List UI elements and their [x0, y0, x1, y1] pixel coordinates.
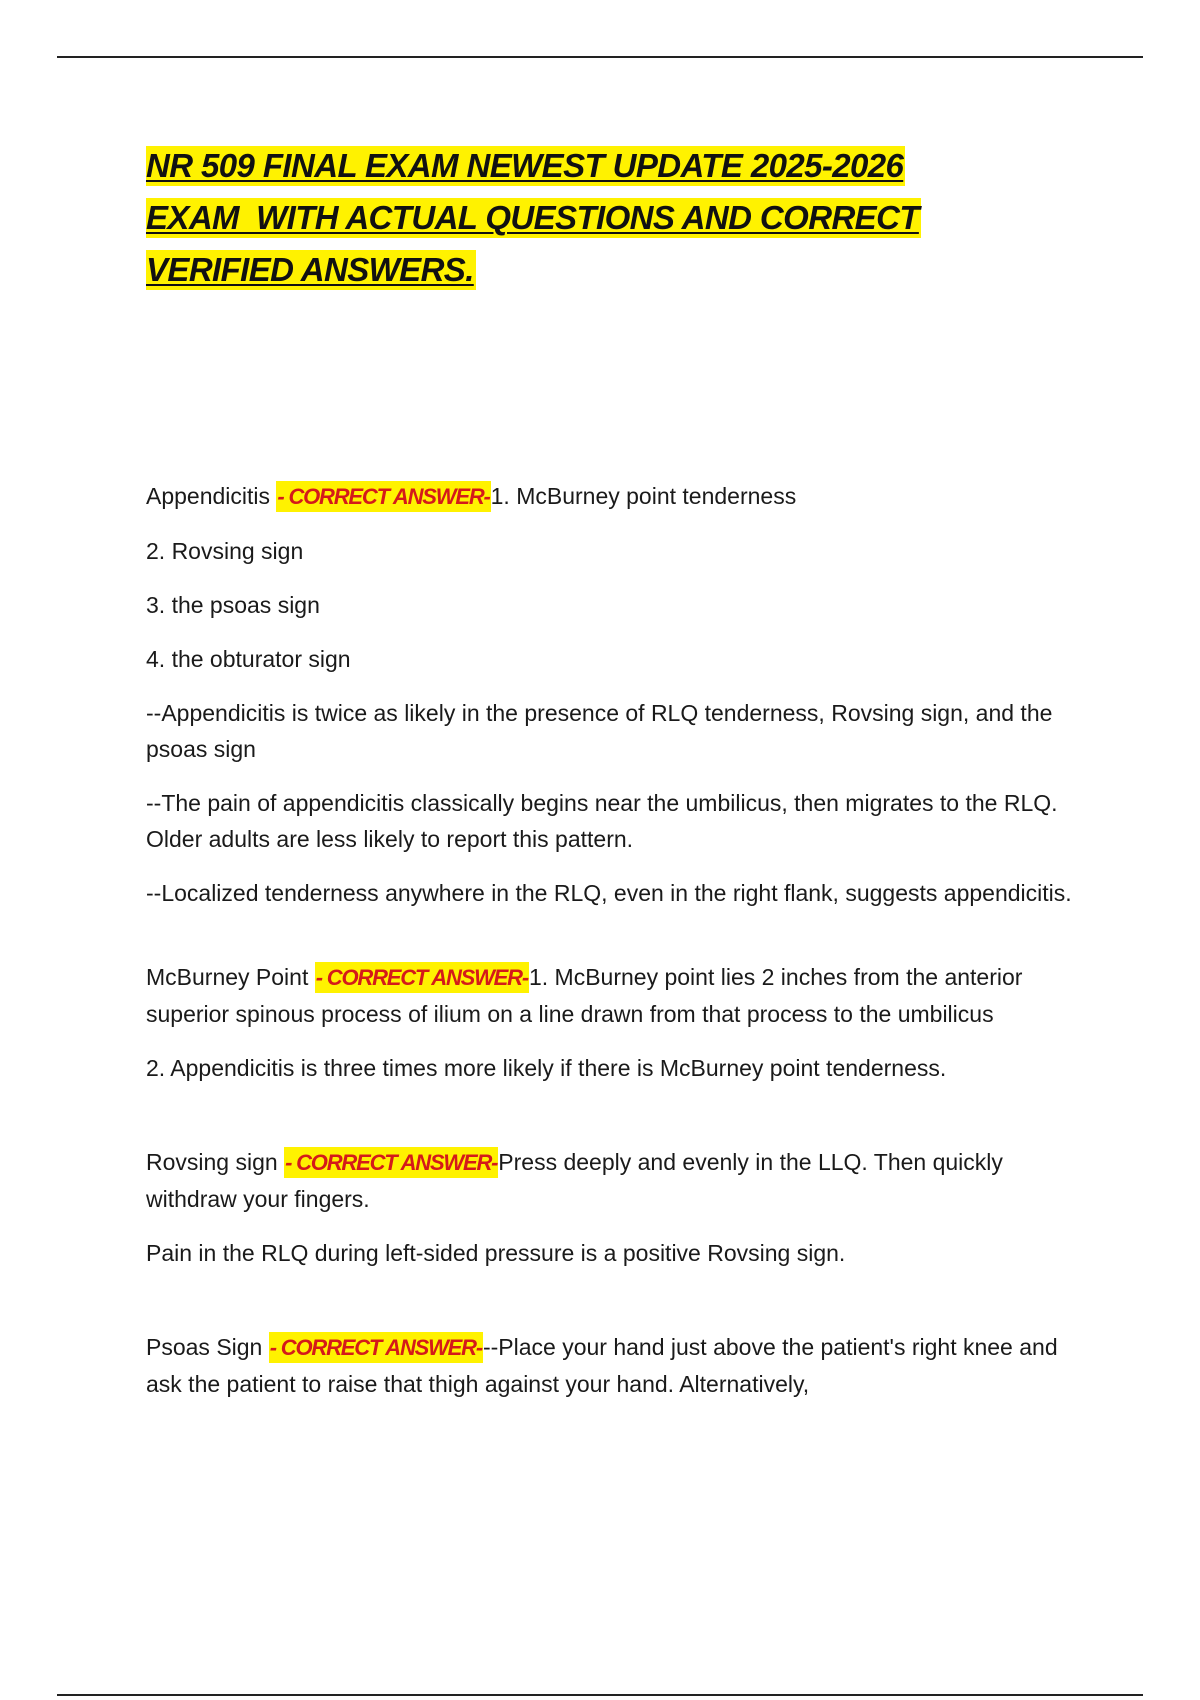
entry-paragraph: 2. Rovsing sign — [146, 538, 304, 564]
qa-entries — [146, 478, 1076, 1420]
bottom-rule — [57, 1694, 1143, 1696]
correct-answer-tag: - CORRECT ANSWER- — [315, 962, 529, 993]
qa-entry-rovsing-sign — [146, 1144, 1076, 1271]
entry-paragraph: --Localized tenderness anywhere in the RLQ, even in the right flank, suggests appendicitis. — [146, 880, 1072, 906]
entry-paragraph: --The pain of appendicitis classically begins near the umbilicus, then migrates to the RLQ. Older adults are less likely to report this pattern. — [146, 790, 1058, 852]
entry-paragraph: Pain in the RLQ during left-sided pressure is a positive Rovsing sign. — [146, 1240, 846, 1266]
entry-first-paragraph — [146, 1329, 1076, 1402]
entry-paragraph: 2. Appendicitis is three times more likely if there is McBurney point tenderness. — [146, 1055, 947, 1081]
entry-term: Appendicitis — [146, 483, 277, 509]
entry-answer: Press deeply and evenly in the LLQ. Then quickly withdraw your fingers. — [146, 1149, 1003, 1212]
entry-first-paragraph — [146, 959, 1076, 1032]
entry-first-paragraph — [146, 1144, 1076, 1217]
qa-entry-psoas-sign — [146, 1329, 1076, 1402]
entry-term: Rovsing sign — [146, 1149, 285, 1175]
correct-answer-tag: - CORRECT ANSWER- — [276, 481, 490, 512]
entry-first-paragraph — [146, 478, 1076, 515]
qa-entry-mcburney-point — [146, 959, 1076, 1086]
entry-spacer — [146, 1289, 1076, 1329]
correct-answer-tag: - CORRECT ANSWER- — [269, 1332, 483, 1363]
title-line-2: EXAM WITH ACTUAL QUESTIONS AND CORRECT — [146, 199, 919, 236]
document-title — [146, 146, 1086, 302]
entry-answer: 1. McBurney point lies 2 inches from the anterior superior spinous process of ilium on a line drawn from that process to the umbilicus — [146, 964, 1023, 1027]
entry-spacer — [146, 929, 1076, 959]
entry-paragraph: 4. the obturator sign — [146, 646, 351, 672]
entry-spacer — [146, 1104, 1076, 1144]
entry-paragraph: 3. the psoas sign — [146, 592, 320, 618]
top-rule — [57, 56, 1143, 58]
entry-paragraph: --Appendicitis is twice as likely in the presence of RLQ tenderness, Rovsing sign, and the psoas sign — [146, 700, 1053, 762]
title-line-3: VERIFIED ANSWERS. — [146, 251, 474, 288]
entry-term: McBurney Point — [146, 964, 315, 990]
entry-answer: --Place your hand just above the patient's right knee and ask the patient to raise that thigh against your hand. Alternatively, — [146, 1334, 1058, 1397]
qa-entry-appendicitis — [146, 478, 1076, 911]
correct-answer-tag: - CORRECT ANSWER- — [284, 1147, 498, 1178]
entry-answer: 1. McBurney point tenderness — [490, 483, 797, 509]
title-line-1: NR 509 FINAL EXAM NEWEST UPDATE 2025-2026 — [146, 147, 904, 184]
entry-term: Psoas Sign — [146, 1334, 269, 1360]
